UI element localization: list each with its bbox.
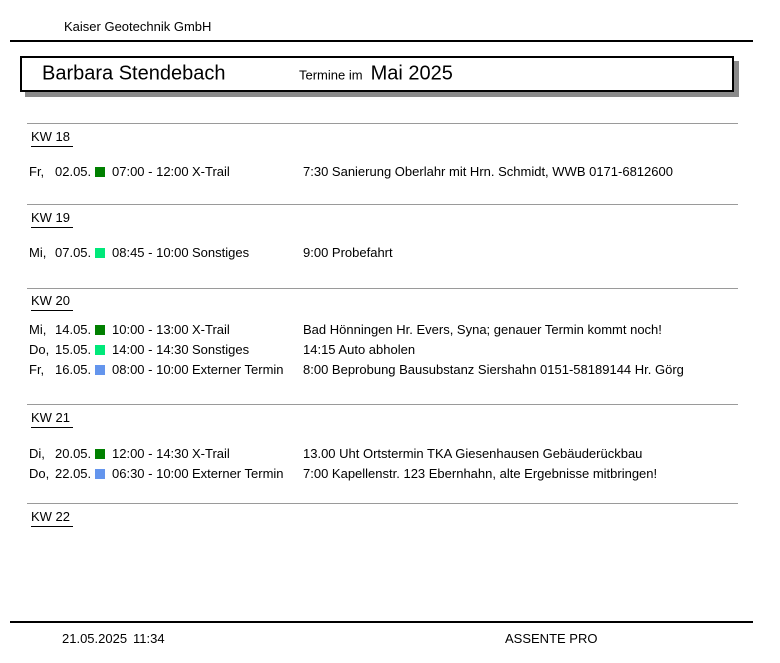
category-label: Sonstiges	[192, 342, 250, 357]
section-rule	[27, 404, 738, 405]
report-period	[299, 63, 453, 86]
date-label: 07.05.	[55, 245, 92, 260]
day-label: Do,	[29, 466, 50, 481]
footer-print-date: 21.05.2025	[62, 631, 128, 646]
date-label: 02.05.	[55, 164, 92, 179]
time-range: 12:00 - 14:30	[112, 446, 189, 461]
footer-rule	[10, 621, 753, 623]
category-color-swatch	[95, 469, 105, 479]
appointment-row	[29, 362, 684, 378]
category-label: Externer Termin	[192, 466, 284, 481]
date-label: 20.05.	[55, 446, 92, 461]
appointment-row	[29, 164, 673, 180]
category-color-swatch	[95, 365, 105, 375]
week-label: KW 22	[31, 509, 73, 527]
time-range: 07:00 - 12:00	[112, 164, 189, 179]
category-color-swatch	[95, 325, 105, 335]
month-title: Mai 2025	[370, 62, 453, 85]
section-rule	[27, 123, 738, 124]
time-range: 08:45 - 10:00	[112, 245, 189, 260]
date-label: 22.05.	[55, 466, 92, 481]
category-color-swatch	[95, 345, 105, 355]
appointment-description: 7:30 Sanierung Oberlahr mit Hrn. Schmidt, WWB 0171-6812600	[303, 164, 673, 179]
date-label: 14.05.	[55, 322, 92, 337]
date-label: 15.05.	[55, 342, 92, 357]
day-label: Fr,	[29, 164, 45, 179]
category-color-swatch	[95, 167, 105, 177]
header-rule	[10, 40, 753, 42]
appointment-description: Bad Hönningen Hr. Evers, Syna; genauer Termin kommt noch!	[303, 322, 662, 337]
period-label: Termine im	[299, 67, 363, 83]
section-rule	[27, 204, 738, 205]
day-label: Fr,	[29, 362, 45, 377]
category-color-swatch	[95, 449, 105, 459]
category-label: X-Trail	[192, 322, 230, 337]
section-rule	[27, 288, 738, 289]
appointment-description: 8:00 Beprobung Bausubstanz Siershahn 0151-58189144 Hr. Görg	[303, 362, 684, 377]
section-rule	[27, 503, 738, 504]
report-title-box	[20, 56, 734, 92]
week-label: KW 20	[31, 293, 73, 311]
week-label: KW 18	[31, 129, 73, 147]
appointment-description: 14:15 Auto abholen	[303, 342, 416, 357]
date-label: 16.05.	[55, 362, 92, 377]
person-name: Barbara Stendebach	[42, 62, 226, 85]
category-label: X-Trail	[192, 164, 230, 179]
day-label: Mi,	[29, 245, 47, 260]
footer-print-time: 11:34	[133, 631, 165, 646]
category-label: Externer Termin	[192, 362, 284, 377]
category-label: X-Trail	[192, 446, 230, 461]
day-label: Do,	[29, 342, 50, 357]
time-range: 10:00 - 13:00	[112, 322, 189, 337]
day-label: Mi,	[29, 322, 47, 337]
week-label: KW 19	[31, 210, 73, 228]
appointment-description: 9:00 Probefahrt	[303, 245, 393, 260]
category-label: Sonstiges	[192, 245, 250, 260]
appointment-description: 13.00 Uht Ortstermin TKA Giesenhausen Gebäuderückbau	[303, 446, 643, 461]
company-name: Kaiser Geotechnik GmbH	[64, 19, 212, 34]
appointment-row	[29, 446, 642, 462]
day-label: Di,	[29, 446, 45, 461]
appointment-row	[29, 342, 415, 358]
app-name: ASSENTE PRO	[505, 631, 598, 646]
appointment-row	[29, 466, 657, 482]
week-label: KW 21	[31, 410, 73, 428]
time-range: 06:30 - 10:00	[112, 466, 189, 481]
appointment-row	[29, 322, 662, 338]
time-range: 08:00 - 10:00	[112, 362, 189, 377]
appointment-description: 7:00 Kapellenstr. 123 Ebernhahn, alte Ergebnisse mitbringen!	[303, 466, 658, 481]
appointment-row	[29, 245, 393, 261]
category-color-swatch	[95, 248, 105, 258]
time-range: 14:00 - 14:30	[112, 342, 189, 357]
